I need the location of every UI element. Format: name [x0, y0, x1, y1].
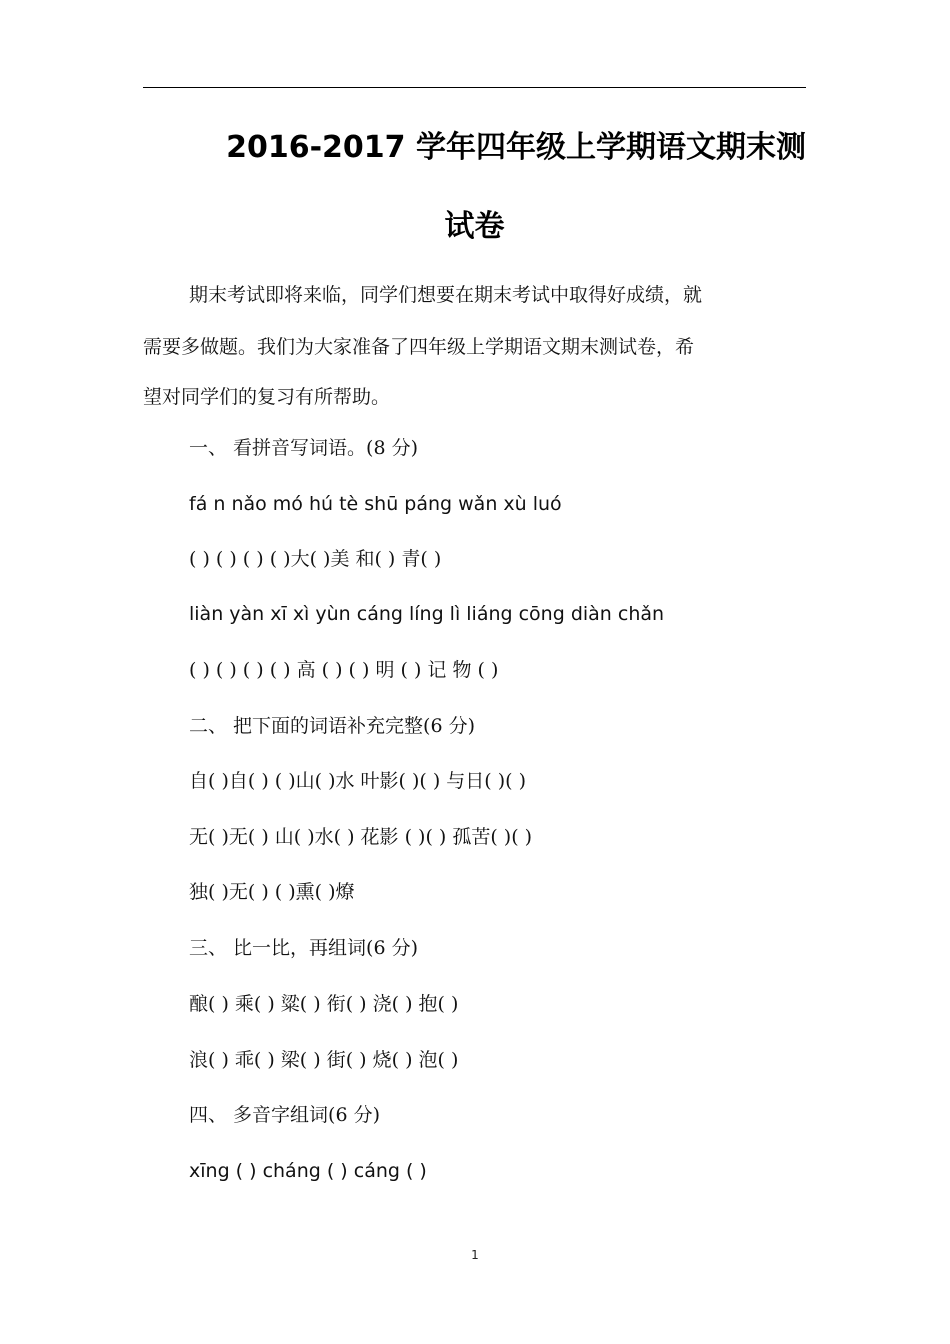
- idiom-completion-line-2: 无( )无( ) 山( )水( ) 花影 ( )( ) 孤苦( )( ): [189, 826, 533, 848]
- section-heading-4: 四、 多音字组词(6 分): [189, 1104, 380, 1126]
- character-compare-line-1: 酿( ) 乘( ) 粱( ) 衔( ) 浇( ) 抱( ): [189, 993, 459, 1015]
- intro-paragraph-line-2: 需要多做题。我们为大家准备了四年级上学期语文期末测试卷，希: [143, 336, 695, 358]
- idiom-completion-line-1: 自( )自( ) ( )山( )水 叶影( )( ) 与日( )( ): [189, 770, 527, 792]
- polyphone-pinyin-line: xīng ( ) cháng ( ) cáng ( ): [189, 1160, 427, 1182]
- section-heading-3: 三、 比一比，再组词(6 分): [189, 937, 418, 959]
- page-number: 1: [471, 1248, 479, 1262]
- pinyin-line-1: fá n nǎo mó hú tè shū páng wǎn xù luó: [189, 493, 562, 515]
- idiom-completion-line-3: 独( )无( ) ( )熏( )燎: [189, 881, 355, 903]
- pinyin-line-2: liàn yàn xī xì yùn cáng líng lì liáng cōng diàn chǎn: [189, 603, 665, 625]
- header-rule: [143, 87, 806, 88]
- section-heading-1: 一、 看拼音写词语。(8 分): [189, 437, 418, 459]
- answer-blanks-line-2: ( ) ( ) ( ) ( ) 高 ( ) ( ) 明 ( ) 记 物 ( ): [189, 659, 499, 681]
- document-title-line-1: 2016-2017 学年四年级上学期语文期末测: [226, 130, 806, 165]
- answer-blanks-line-1: ( ) ( ) ( ) ( )大( )美 和( ) 青( ): [189, 548, 442, 570]
- document-title-line-2: 试卷: [444, 209, 505, 244]
- intro-paragraph-line-1: 期末考试即将来临，同学们想要在期末考试中取得好成绩，就: [189, 284, 703, 306]
- character-compare-line-2: 浪( ) 乖( ) 梁( ) 街( ) 烧( ) 泡( ): [189, 1049, 459, 1071]
- intro-paragraph-line-3: 望对同学们的复习有所帮助。: [143, 386, 391, 408]
- section-heading-2: 二、 把下面的词语补充完整(6 分): [189, 715, 475, 737]
